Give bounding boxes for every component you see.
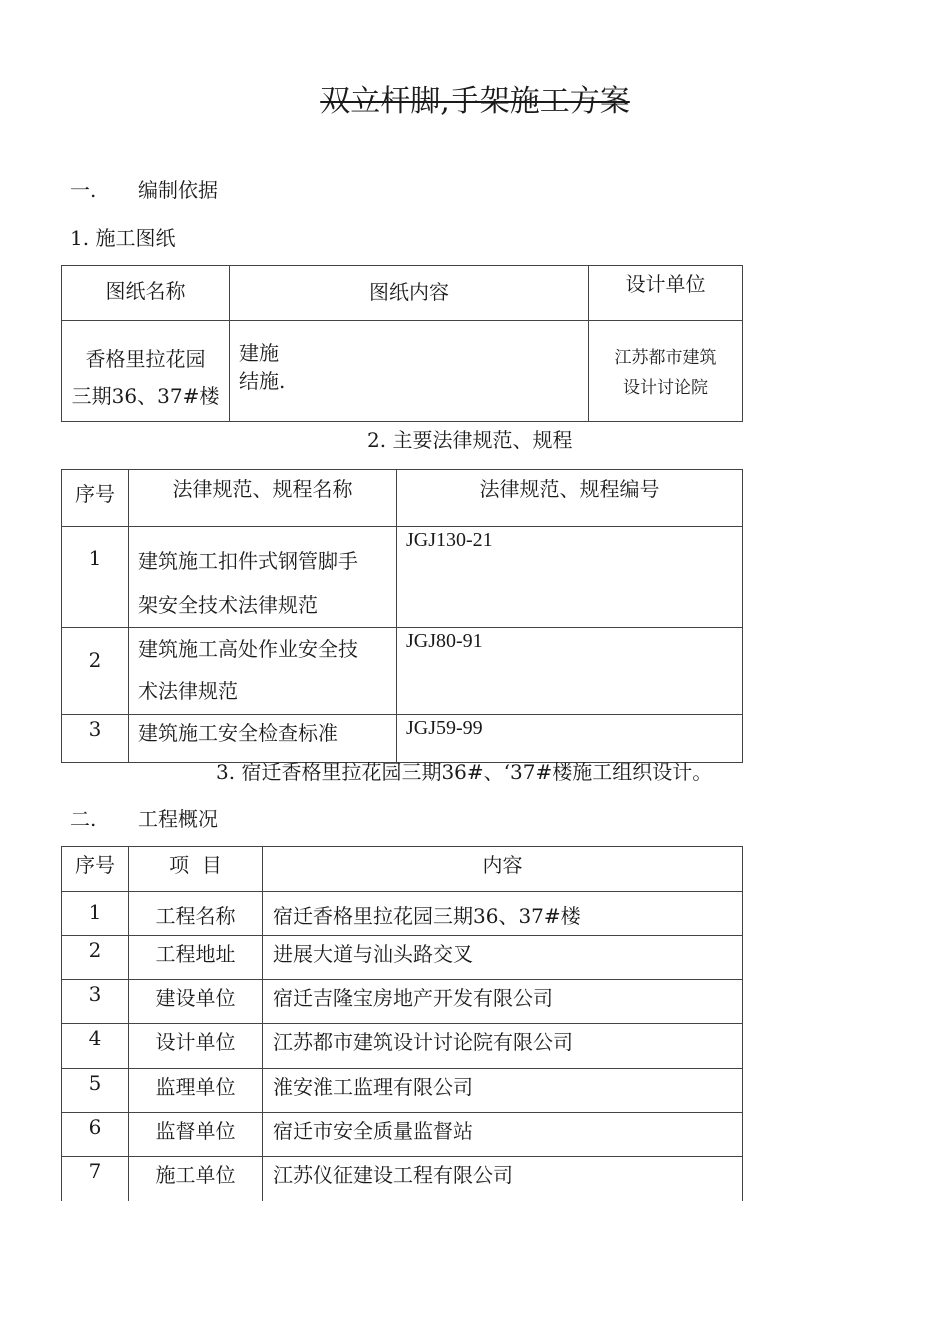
section-2-number: 二. (70, 807, 97, 831)
row-item: 监督单位 (155, 1119, 236, 1143)
header-law-code: 法律规范、规程编号 (479, 477, 660, 501)
row-item: 设计单位 (155, 1030, 236, 1054)
row-content: 宿迁吉隆宝房地产开发有限公司 (273, 986, 553, 1010)
header-item: 项 目 (169, 853, 222, 877)
table-row (62, 980, 743, 1024)
drawing-name-line-2: 三期36、37#楼 (71, 384, 220, 408)
table-header-row (62, 470, 743, 527)
subsection-1-heading: 1. 施工图纸 (70, 226, 176, 250)
section-1-number: 一. (70, 178, 97, 202)
header-law-name: 法律规范、规程名称 (172, 477, 353, 501)
law-name: 建筑施工安全检查标准 (138, 721, 338, 745)
table-row (62, 1069, 743, 1113)
law-name-line-1: 建筑施工高处作业安全技 (138, 637, 358, 661)
row-item: 工程地址 (155, 942, 236, 966)
header-content: 内容 (482, 853, 523, 877)
row-number: 5 (88, 1071, 102, 1095)
row-number: 6 (88, 1115, 102, 1139)
laws-table (61, 469, 743, 763)
drawing-name-line-1: 香格里拉花园 (85, 347, 206, 371)
row-content: 淮安淮工监理有限公司 (273, 1075, 473, 1099)
table-row (62, 628, 743, 715)
law-name-line-1: 建筑施工扣件式钢管脚手 (138, 549, 358, 573)
header-drawing-content: 图纸内容 (369, 280, 449, 304)
header-design-unit: 设计单位 (625, 272, 706, 296)
subsection-2-heading: 2. 主要法律规范、规程 (367, 428, 573, 452)
section-1-title: 编制依据 (138, 178, 218, 202)
row-item: 建设单位 (155, 986, 236, 1010)
header-number: 序号 (75, 482, 115, 506)
subsection-3-heading: 3. 宿迁香格里拉花园三期36#、‘37#楼施工组织设计。 (216, 760, 713, 784)
table-row (62, 1113, 743, 1157)
table-row (62, 321, 743, 422)
design-unit-line-1: 江苏都市建筑 (614, 348, 717, 368)
header-drawing-name: 图纸名称 (105, 279, 186, 303)
row-number: 7 (88, 1159, 102, 1183)
row-content: 江苏仪征建设工程有限公司 (273, 1163, 513, 1187)
design-unit-line-2: 设计讨论院 (623, 378, 708, 398)
table-row (62, 1024, 743, 1069)
drawings-table (61, 265, 743, 422)
row-content: 宿迁香格里拉花园三期36、37#楼 (273, 904, 581, 928)
row-content: 宿迁市安全质量监督站 (273, 1119, 473, 1143)
row-number: 1 (88, 546, 102, 570)
row-number: 2 (88, 938, 102, 962)
table-row (62, 892, 743, 936)
law-name-line-2: 架安全技术法律规范 (138, 593, 318, 617)
overview-table (61, 846, 743, 1201)
section-2-title: 工程概况 (138, 807, 218, 831)
row-content: 进展大道与汕头路交叉 (273, 942, 473, 966)
law-code: JGJ130-21 (406, 529, 493, 551)
table-row (62, 1157, 743, 1201)
law-code: JGJ80-91 (406, 630, 483, 652)
law-code: JGJ59-99 (406, 717, 483, 739)
header-number: 序号 (75, 853, 115, 877)
row-number: 3 (88, 717, 102, 741)
row-item: 监理单位 (155, 1075, 236, 1099)
drawing-content-line-1: 建施 (239, 341, 279, 365)
document-title: 双立杆脚,手架施工方案 (320, 84, 630, 119)
row-number: 3 (88, 982, 102, 1006)
table-row (62, 527, 743, 628)
row-number: 2 (88, 648, 102, 672)
row-item: 施工单位 (155, 1163, 236, 1187)
row-number: 4 (88, 1026, 102, 1050)
row-content: 江苏都市建筑设计讨论院有限公司 (273, 1030, 573, 1054)
law-name-line-2: 术法律规范 (138, 679, 238, 703)
row-number: 1 (88, 900, 102, 924)
table-header-row (62, 847, 743, 892)
table-header-row (62, 266, 743, 321)
row-item: 工程名称 (155, 904, 236, 928)
drawing-content-line-2: 结施. (239, 369, 286, 393)
table-row (62, 936, 743, 980)
